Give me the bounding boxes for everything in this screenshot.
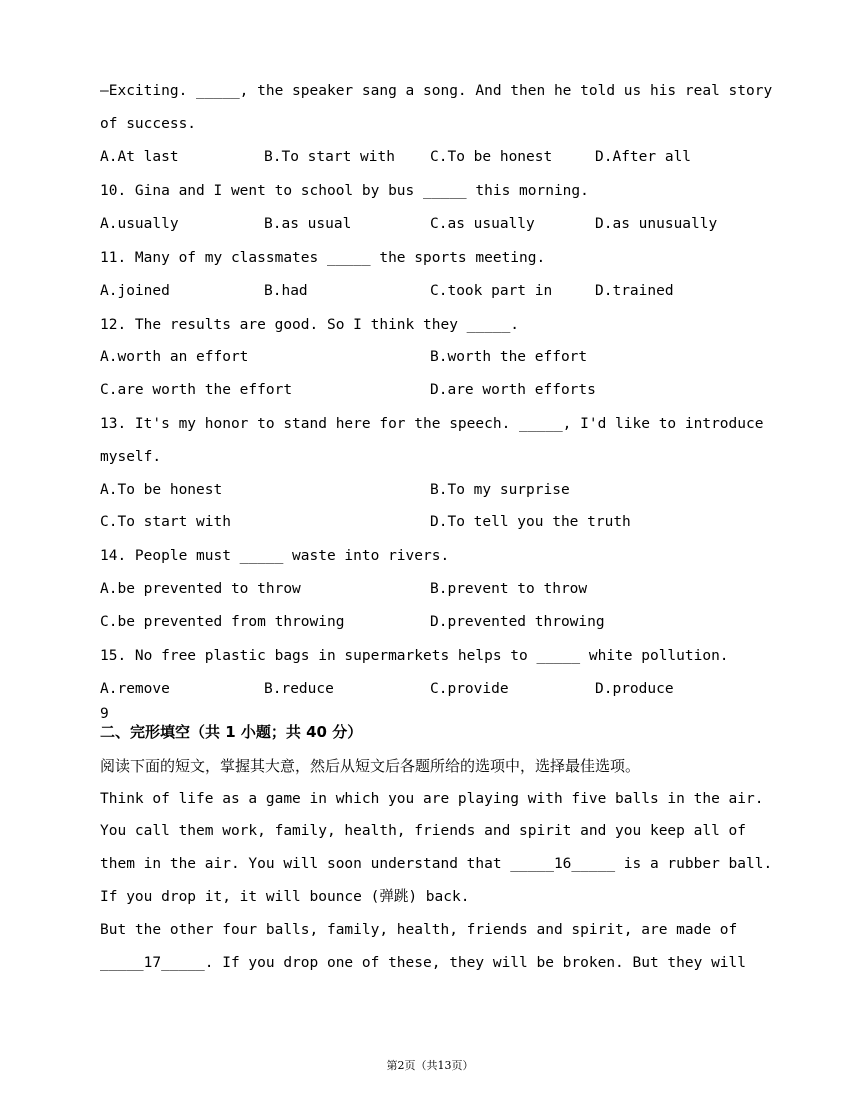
passage-line: them in the air. You will soon understand that _____16_____ is a rubber ball.: [100, 856, 773, 872]
q15-option-b: B.reduce: [264, 681, 334, 697]
page-footer: 第2页（共13页）: [386, 1059, 474, 1072]
q9-option-c: C.To be honest: [430, 149, 553, 165]
q11-option-c: C.took part in: [430, 283, 553, 299]
stray-number: 9: [100, 706, 109, 722]
q12-stem: 12. The results are good. So I think they _____.: [100, 317, 520, 333]
q9-option-a: A.At last: [100, 149, 179, 165]
q10-option-d: D.as unusually: [595, 216, 718, 232]
q14-stem: 14. People must _____ waste into rivers.: [100, 548, 450, 564]
q14-option-d: D.prevented throwing: [430, 614, 605, 630]
q13-stem-line2: myself.: [100, 449, 162, 465]
passage-line: _____17_____. If you drop one of these, they will be broken. But they will: [100, 955, 747, 971]
q13-option-c: C.To start with: [100, 514, 231, 530]
q9-option-d: D.After all: [595, 149, 692, 165]
passage-line: You call them work, family, health, friends and spirit and you keep all of: [100, 823, 747, 839]
section-instruction: 阅读下面的短文，掌握其大意，然后从短文后各题所给的选项中，选择最佳选项。: [100, 757, 641, 775]
q14-option-c: C.be prevented from throwing: [100, 614, 345, 630]
q12-option-b: B.worth the effort: [430, 349, 588, 365]
q10-stem: 10. Gina and I went to school by bus _____ this morning.: [100, 183, 589, 199]
q13-option-d: D.To tell you the truth: [430, 514, 631, 530]
q14-option-a: A.be prevented to throw: [100, 581, 301, 597]
passage-line: Think of life as a game in which you are playing with five balls in the air.: [100, 791, 764, 807]
q15-option-d: D.produce: [595, 681, 674, 697]
section-heading: 二、完形填空（共 1 小题；共 40 分）: [100, 723, 363, 741]
q15-stem: 15. No free plastic bags in supermarkets helps to _____ white pollution.: [100, 648, 729, 664]
q14-option-b: B.prevent to throw: [430, 581, 588, 597]
q11-stem: 11. Many of my classmates _____ the sports meeting.: [100, 250, 546, 266]
q13-option-b: B.To my surprise: [430, 482, 570, 498]
q15-option-a: A.remove: [100, 681, 170, 697]
q12-option-c: C.are worth the effort: [100, 382, 293, 398]
passage-line: If you drop it, it will bounce (弹跳) back.: [100, 889, 470, 905]
q12-option-d: D.are worth efforts: [430, 382, 596, 398]
q10-option-b: B.as usual: [264, 216, 352, 232]
q10-option-a: A.usually: [100, 216, 179, 232]
q13-stem-line1: 13. It's my honor to stand here for the speech. _____, I'd like to introduce: [100, 416, 764, 432]
q9-stem-line2: of success.: [100, 116, 197, 132]
q11-option-a: A.joined: [100, 283, 170, 299]
q15-option-c: C.provide: [430, 681, 509, 697]
passage-line: But the other four balls, family, health, friends and spirit, are made of: [100, 922, 738, 938]
q12-option-a: A.worth an effort: [100, 349, 249, 365]
q9-stem-line1: —Exciting. _____, the speaker sang a song. And then he told us his real story: [100, 83, 773, 99]
q9-option-b: B.To start with: [264, 149, 395, 165]
q13-option-a: A.To be honest: [100, 482, 223, 498]
q10-option-c: C.as usually: [430, 216, 535, 232]
q11-option-d: D.trained: [595, 283, 674, 299]
q11-option-b: B.had: [264, 283, 308, 299]
